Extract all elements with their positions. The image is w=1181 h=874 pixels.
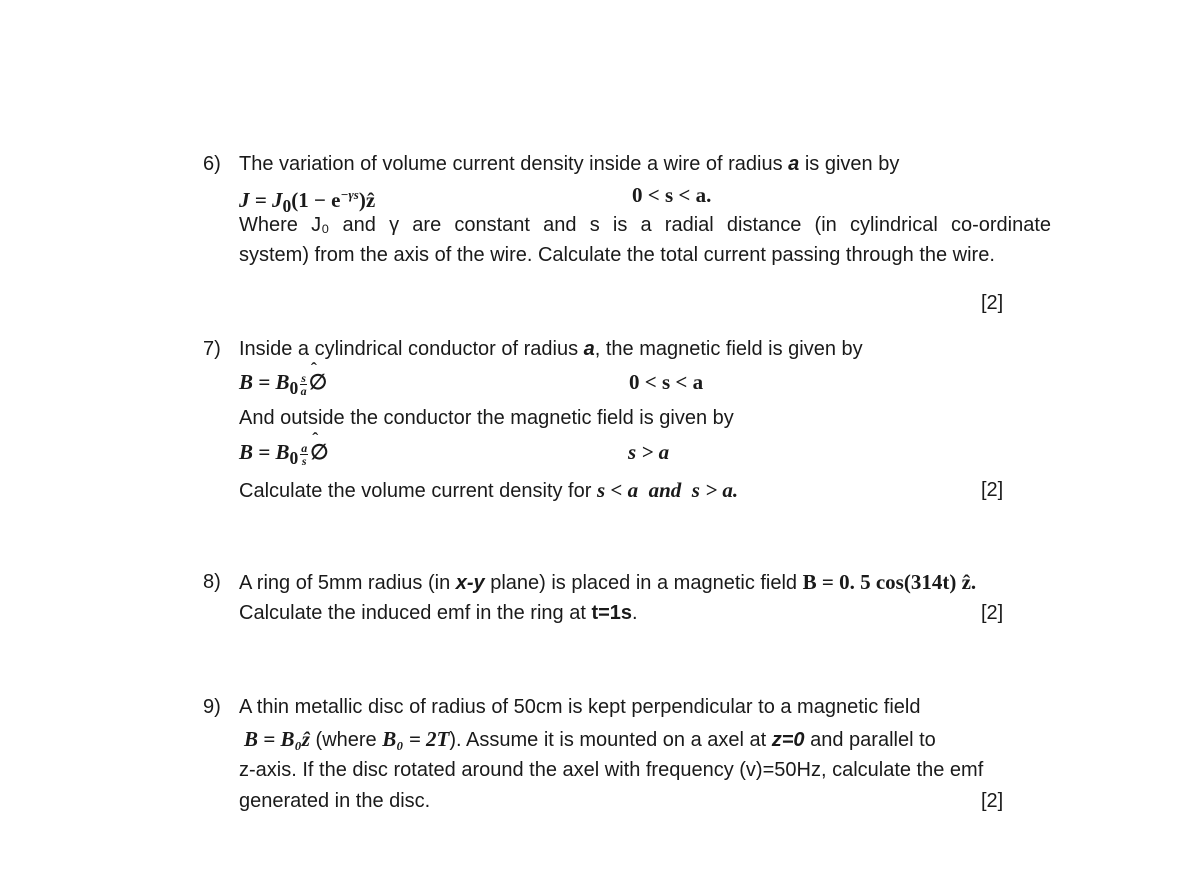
q7-line-1: Inside a cylindrical conductor of radius a, the magnetic field is given by: [239, 338, 863, 360]
q7-range-2: s > a: [628, 440, 670, 464]
q8-marks: [2]: [981, 602, 1004, 624]
q6-marks: [2]: [981, 292, 1004, 314]
q8-number: 8): [203, 571, 221, 593]
q7-marks: [2]: [981, 479, 1004, 501]
q9-number: 9): [203, 696, 221, 718]
q7-range-1: 0 < s < a: [629, 370, 704, 394]
q8-line-2: Calculate the induced emf in the ring at t=1s.: [239, 602, 638, 624]
q7-equation-1: $B = B_0$ $\frac{s}{a}$ ˆ ∅: [239, 369, 327, 401]
q9-line-3: z-axis. If the disc rotated around the axel with frequency (v)=50Hz, calculate the emf: [239, 759, 984, 781]
q7-line-3: And outside the conductor the magnetic field is given by: [239, 407, 734, 429]
q7-number: 7): [203, 338, 221, 360]
q9-line-2: B = B₀ẑ (where B₀ = 2T). Assume it is mounted on a axel at z=0 and parallel to: [244, 727, 936, 751]
q7-equation-2: $B = B_0$ $\frac{a}{s}$ ˆ ∅: [239, 439, 329, 471]
q6-line-1: The variation of volume current density inside a wire of radius a is given by: [239, 153, 900, 175]
q9-line-4: generated in the disc.: [239, 790, 431, 812]
q7-fraction-2: $\frac{a}{s}$: [301, 440, 308, 468]
q9-line-1: A thin metallic disc of radius of 50cm is kept perpendicular to a magnetic field: [239, 696, 921, 718]
q6-equation: $J = J_0(1$ − $e^{-\gamma s})ẑ$: [239, 187, 376, 217]
q6-number: 6): [203, 153, 221, 175]
q7-line-5: Calculate the volume current density for s < a and s > a.: [239, 478, 739, 502]
q6-line-3: Where J₀ and γ are constant and s is a radial distance (in cylindrical co-ordinate: [239, 214, 1051, 236]
q9-marks: [2]: [981, 790, 1004, 812]
q6-range: 0 < s < a.: [632, 183, 712, 207]
q8-line-1: A ring of 5mm radius (in x-y plane) is placed in a magnetic field B = 0. 5 cos(314t) ẑ.: [239, 570, 977, 594]
q7-fraction-1: $\frac{s}{a}$: [300, 370, 307, 398]
q6-line-4: system) from the axis of the wire. Calculate the total current passing through the wire.: [239, 244, 995, 266]
